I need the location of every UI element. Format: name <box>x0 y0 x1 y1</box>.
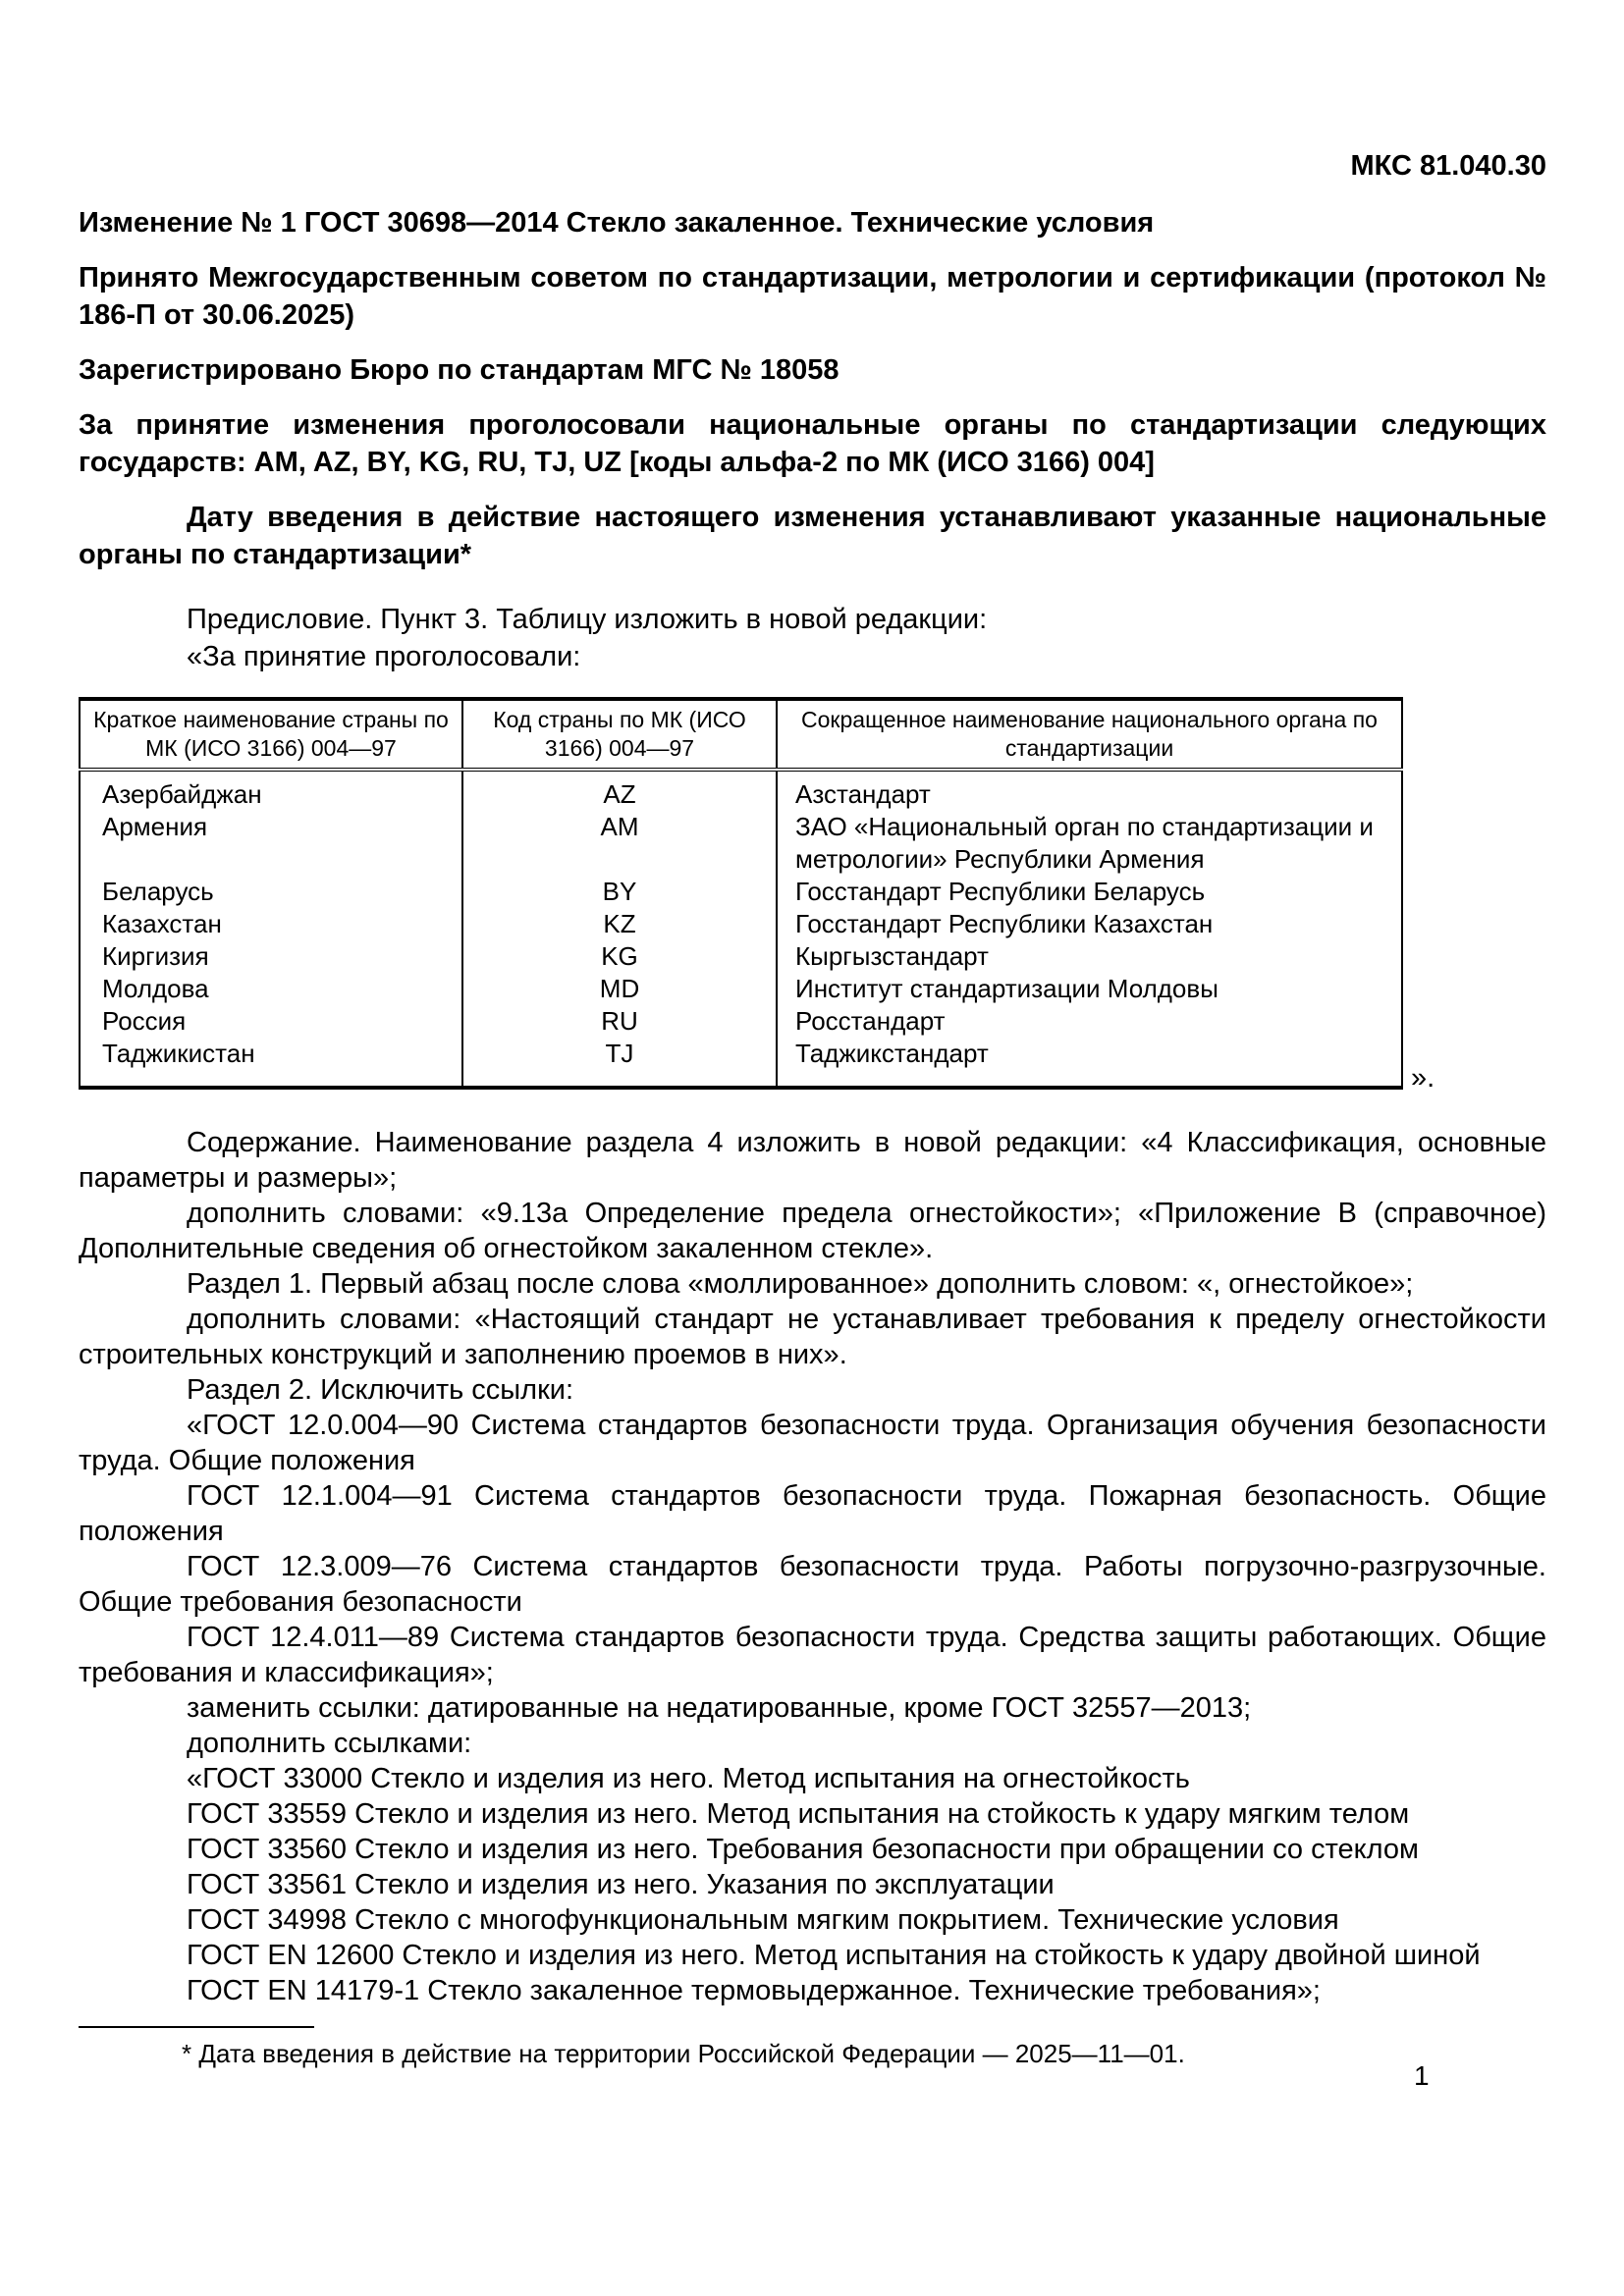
country-cell: Казахстан <box>80 908 462 940</box>
code-cell: KG <box>462 940 777 973</box>
amendment-paragraph: ГОСТ 12.3.009—76 Система стандартов безопасности труда. Работы погрузочно-разгрузочные. Общие требования безопасности <box>79 1551 1546 1618</box>
country-cell: Молдова <box>80 973 462 1005</box>
ics-code: МКС 81.040.30 <box>1350 150 1546 182</box>
country-cell: Киргизия <box>80 940 462 973</box>
table-row <box>80 876 1402 908</box>
code-cell: BY <box>462 876 777 908</box>
preface-line-2: «За принятие проголосовали: <box>187 641 581 672</box>
country-cell: Армения <box>80 811 462 876</box>
org-cell: Институт стандартизации Молдовы <box>777 973 1402 1005</box>
amendment-title: Изменение № 1 ГОСТ 30698—2014 Стекло закаленное. Технические условия <box>79 207 1155 239</box>
country-cell: Беларусь <box>80 876 462 908</box>
amendment-paragraph: дополнить словами: «9.13а Определение предела огнестойкости»; «Приложение В (справочное) Дополнительные сведения об огнестойком закаленном стекле». <box>79 1198 1546 1264</box>
table-row <box>80 811 1402 876</box>
amendment-paragraph: ГОСТ 12.1.004—91 Система стандартов безопасности труда. Пожарная безопасность. Общие положения <box>79 1480 1546 1547</box>
org-cell: Госстандарт Республики Беларусь <box>777 876 1402 908</box>
code-cell: KZ <box>462 908 777 940</box>
org-cell: ЗАО «Национальный орган по стандартизации и метрологии» Республики Армения <box>777 811 1402 876</box>
footnote-text: * Дата введения в действие на территории Российской Федерации — 2025—11—01. <box>182 2039 1185 2068</box>
amendment-paragraph: «ГОСТ 33000 Стекло и изделия из него. Метод испытания на огнестойкость <box>187 1763 1190 1794</box>
page-number: 1 <box>1414 2060 1430 2091</box>
table-row <box>80 1005 1402 1038</box>
code-cell: AM <box>462 811 777 876</box>
amendment-paragraph: «ГОСТ 12.0.004—90 Система стандартов безопасности труда. Организация обучения безопасности труда. Общие положения <box>79 1410 1546 1476</box>
code-cell: MD <box>462 973 777 1005</box>
preface-line-1: Предисловие. Пункт 3. Таблицу изложить в новой редакции: <box>187 604 988 635</box>
amendment-paragraph: дополнить словами: «Настоящий стандарт не устанавливает требования к пределу огнестойкости строительных конструкций и заполнению проемов в них». <box>79 1304 1546 1370</box>
country-cell: Азербайджан <box>80 770 462 811</box>
column-header-org: Сокращенное наименование национального органа по стандартизации <box>777 699 1402 770</box>
effective-date-paragraph: Дату введения в действие настоящего изменения устанавливают указанные национальные органы по стандартизации* <box>79 502 1546 570</box>
adopted-paragraph: Принято Межгосударственным советом по стандартизации, метрологии и сертификации (протокол № 186-П от 30.06.2025) <box>79 262 1546 331</box>
country-cell: Россия <box>80 1005 462 1038</box>
amendment-paragraph: Раздел 2. Исключить ссылки: <box>187 1374 574 1406</box>
code-cell: AZ <box>462 770 777 811</box>
table-row <box>80 973 1402 1005</box>
amendment-paragraph: ГОСТ 34998 Стекло с многофункциональным мягким покрытием. Технические условия <box>187 1904 1339 1936</box>
table-header-row <box>80 699 1402 770</box>
amendment-paragraph: ГОСТ 33561 Стекло и изделия из него. Указания по эксплуатации <box>187 1869 1055 1900</box>
table-row <box>80 1038 1402 1088</box>
table-row <box>80 908 1402 940</box>
footnote-block <box>79 2026 1546 2070</box>
amendment-paragraph: ГОСТ 12.4.011—89 Система стандартов безопасности труда. Средства защиты работающих. Общие требования и классификация»; <box>79 1622 1546 1688</box>
amendment-paragraph: ГОСТ EN 14179-1 Стекло закаленное термовыдержанное. Технические требования»; <box>187 1975 1321 2006</box>
footnote-rule <box>79 2026 314 2028</box>
column-header-code: Код страны по МК (ИСО 3166) 004—97 <box>462 699 777 770</box>
org-cell: Госстандарт Республики Казахстан <box>777 908 1402 940</box>
code-cell: TJ <box>462 1038 777 1088</box>
vote-table-wrapper <box>79 697 1435 1094</box>
org-cell: Таджикстандарт <box>777 1038 1402 1088</box>
column-header-country: Краткое наименование страны по МК (ИСО 3166) 004—97 <box>80 699 462 770</box>
table-row <box>80 770 1402 811</box>
amendments-block <box>79 1125 1546 2008</box>
table-row <box>80 940 1402 973</box>
org-cell: Азстандарт <box>777 770 1402 811</box>
amendment-paragraph: ГОСТ 33560 Стекло и изделия из него. Требования безопасности при обращении со стеклом <box>187 1834 1419 1865</box>
country-cell: Таджикистан <box>80 1038 462 1088</box>
amendment-paragraph: дополнить ссылками: <box>187 1728 472 1759</box>
voted-paragraph: За принятие изменения проголосовали национальные органы по стандартизации следующих государств: AM, AZ, BY, KG, RU, TJ, UZ [коды альфа-2 по МК (ИСО 3166) 004] <box>79 409 1546 478</box>
table-closing-quote: ». <box>1411 1062 1435 1094</box>
org-cell: Кыргызстандарт <box>777 940 1402 973</box>
amendment-paragraph: Раздел 1. Первый абзац после слова «моллированное» дополнить словом: «, огнестойкое»; <box>187 1268 1414 1300</box>
amendment-paragraph: Содержание. Наименование раздела 4 изложить в новой редакции: «4 Классификация, основные параметры и размеры»; <box>79 1127 1546 1194</box>
voting-table <box>79 697 1403 1090</box>
amendment-paragraph: заменить ссылки: датированные на недатированные, кроме ГОСТ 32557—2013; <box>187 1692 1252 1724</box>
amendment-paragraph: ГОСТ 33559 Стекло и изделия из него. Метод испытания на стойкость к удару мягким телом <box>187 1798 1410 1830</box>
org-cell: Росстандарт <box>777 1005 1402 1038</box>
code-cell: RU <box>462 1005 777 1038</box>
registered-paragraph: Зарегистрировано Бюро по стандартам МГС № 18058 <box>79 354 839 386</box>
amendment-paragraph: ГОСТ EN 12600 Стекло и изделия из него. Метод испытания на стойкость к удару двойной шиной <box>187 1940 1481 1971</box>
